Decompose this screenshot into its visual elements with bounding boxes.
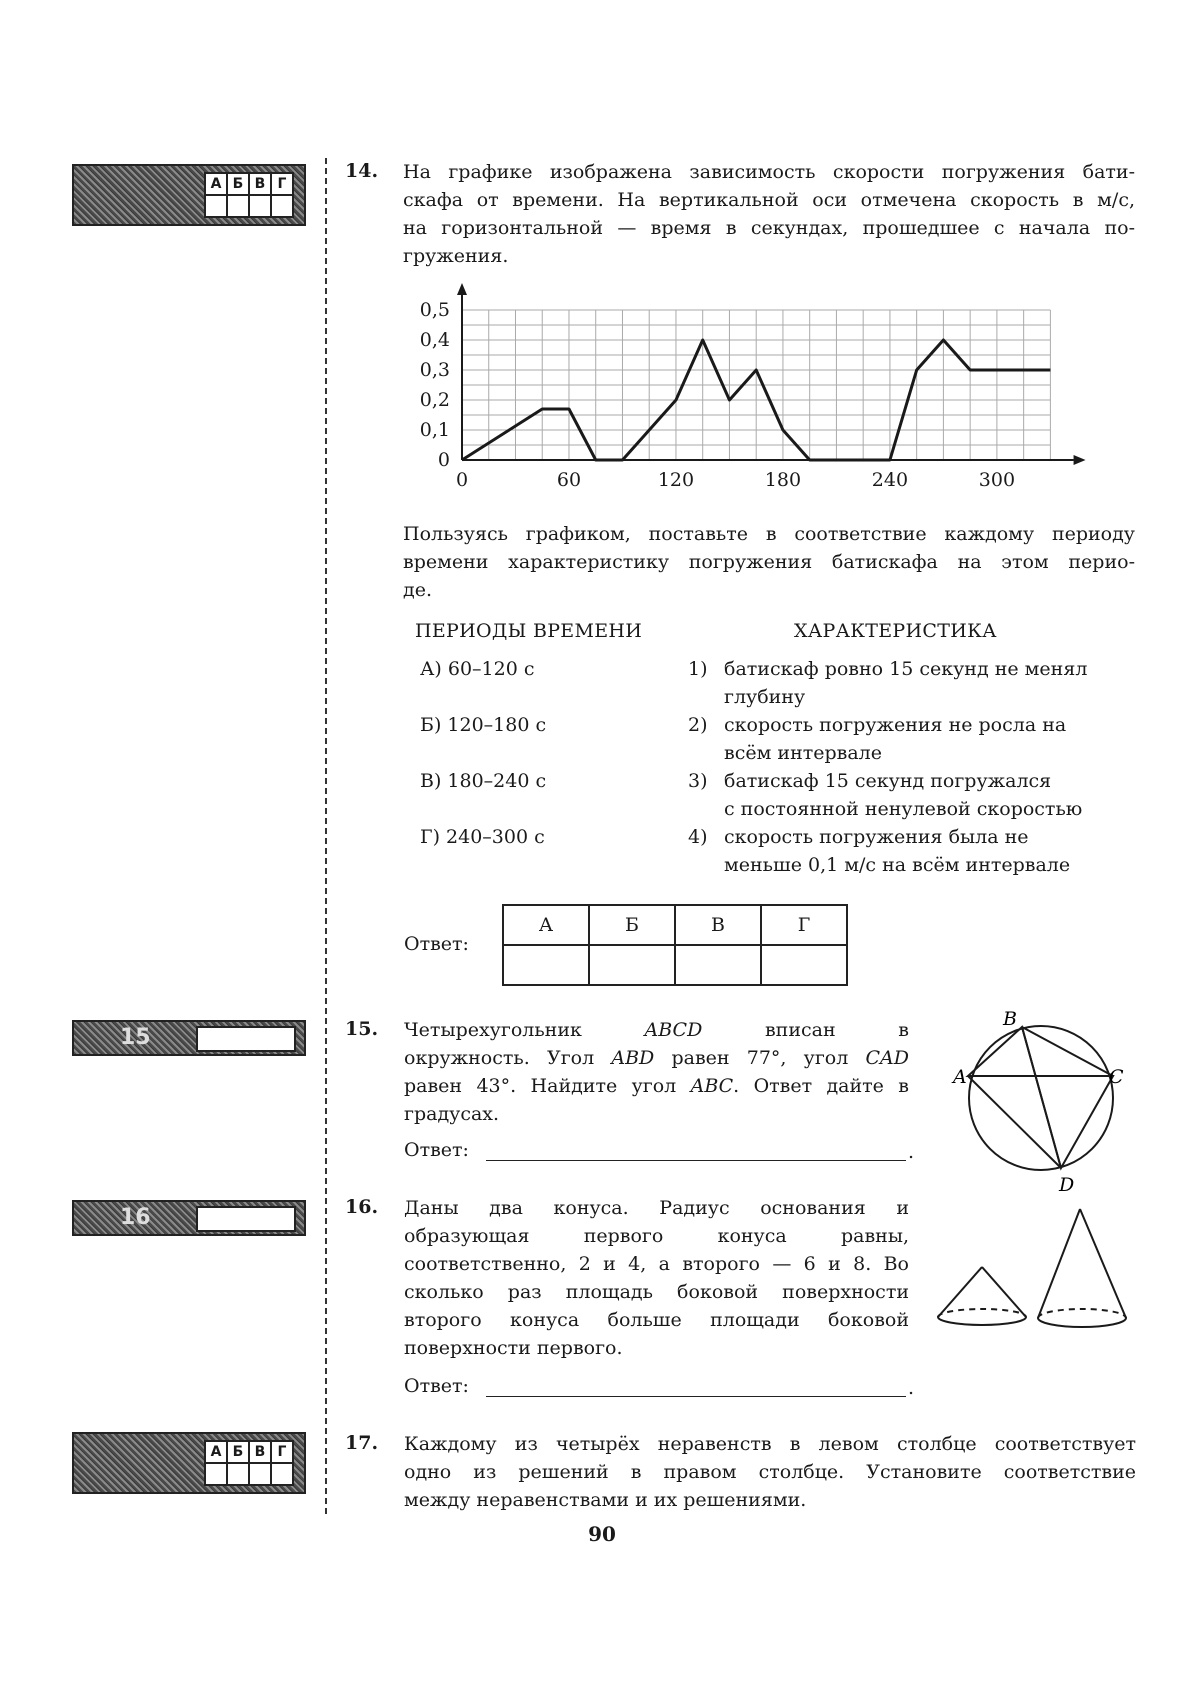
diagonal-bd [1022, 1027, 1061, 1168]
problem-number: 15. [345, 1018, 379, 1040]
vertex-label-a: A [953, 1066, 967, 1088]
y-tick-label: 0,3 [419, 359, 450, 381]
answer-table-cell[interactable] [503, 945, 589, 985]
y-tick-label: 0,4 [419, 329, 450, 351]
abvg-cell[interactable] [272, 196, 292, 216]
answer-box-15 [72, 1020, 306, 1056]
abvg-grid-17: А Б В Г [204, 1440, 294, 1486]
x-tick-label: 300 [978, 469, 1016, 491]
answer-table-head: А [503, 905, 589, 945]
diagonal-ad [968, 1076, 1061, 1168]
period-item: А) 60–120 с [420, 658, 535, 680]
x-tick-label: 120 [657, 469, 695, 491]
problem-16-text: Даны два конуса. Радиус основания и образующая первого конуса равны, соответственно, 2 и 4, а второго — 6 и 8. Во сколько раз площадь боковой поверхности второго конуса больше площади боковой поверхности первого. [404, 1197, 909, 1359]
abvg-cell[interactable] [206, 1464, 226, 1484]
answer-box-17 [72, 1432, 306, 1494]
y-tick-label: 0,2 [419, 389, 450, 411]
answer-line-16[interactable] [486, 1396, 906, 1397]
inscribed-quadrilateral-figure [955, 1005, 1135, 1195]
answer-table-cell[interactable] [761, 945, 847, 985]
problem-14-instruction: Пользуясь графиком, поставьте в соответствие каждому периоду времени характеристику погружения батискафа на этом перио- де. [403, 523, 1135, 601]
cones-figure [930, 1205, 1140, 1340]
problem-15-text: Четырехугольник ABCD вписан в окружность. Угол ABD равен 77°, угол CAD равен 43°. Найдите угол ABC. Ответ дайте в градусах. [404, 1019, 909, 1125]
answer-box-14 [72, 164, 306, 226]
small-cone [938, 1267, 1026, 1325]
characteristic-item: 4) скорость погружения была не меньше 0,1 м/с на всём интервале [688, 826, 1071, 876]
y-tick-label: 0 [437, 449, 450, 471]
answer-label: Ответ: [404, 1375, 469, 1397]
period-item: Г) 240–300 с [420, 826, 545, 848]
characteristic-item: 3) батискаф 15 секунд погружался с постоянной ненулевой скоростью [688, 770, 1083, 820]
answer-table-cell[interactable] [675, 945, 761, 985]
characteristics-heading: ХАРАКТЕРИСТИКА [794, 620, 997, 642]
characteristic-item: 1) батискаф ровно 15 секунд не менял глубину [688, 658, 1088, 708]
side-bc [1022, 1027, 1113, 1076]
answer-table [502, 904, 848, 986]
x-tick-label: 180 [764, 469, 802, 491]
period-item: Б) 120–180 с [420, 714, 547, 736]
problem-number: 17. [345, 1432, 379, 1454]
answer-table-cell[interactable] [589, 945, 675, 985]
answer-label: Ответ: [404, 1139, 469, 1161]
answer-line-15[interactable] [486, 1160, 906, 1161]
abvg-grid-14: А Б В Г [204, 172, 294, 218]
problem-14-text: На графике изображена зависимость скорости погружения бати- скафа от времени. На вертикальной оси отмечена скорость в м/с, на горизонтальной — время в секундах, прошедшее с начала по- гружения. [403, 161, 1135, 267]
answer-cell-16[interactable] [196, 1206, 296, 1232]
problem-number: 14. [345, 160, 379, 182]
large-cone [1038, 1209, 1126, 1327]
period-item: В) 180–240 с [420, 770, 547, 792]
task-number-badge: 16 [120, 1205, 151, 1230]
task-number-badge: 15 [120, 1025, 151, 1050]
problem-number: 16. [345, 1196, 379, 1218]
abvg-cell[interactable] [206, 196, 226, 216]
answer-box-16 [72, 1200, 306, 1236]
page-number: 90 [588, 1522, 616, 1546]
answer-table-head: В [675, 905, 761, 945]
x-axis-arrow [1074, 455, 1086, 465]
y-tick-label: 0,1 [419, 419, 450, 441]
abvg-cell[interactable] [250, 1464, 270, 1484]
answer-table-head: Г [761, 905, 847, 945]
abvg-cell[interactable] [250, 196, 270, 216]
vertex-label-d: D [1059, 1174, 1075, 1196]
chart-tick-labels [420, 299, 1015, 491]
vertex-label-b: B [1003, 1008, 1017, 1030]
x-tick-label: 60 [556, 469, 582, 491]
speed-chart [400, 280, 1100, 510]
cut-line [325, 158, 327, 1514]
characteristic-item: 2) скорость погружения не росла на всём интервале [688, 714, 1067, 764]
vertex-label-c: C [1109, 1066, 1124, 1088]
x-tick-label: 240 [871, 469, 909, 491]
y-axis-arrow [457, 283, 467, 295]
answer-table-head: Б [589, 905, 675, 945]
abvg-cell[interactable] [228, 196, 248, 216]
chart-grid [462, 310, 1050, 460]
periods-heading: ПЕРИОДЫ ВРЕМЕНИ [415, 620, 643, 642]
abvg-cell[interactable] [228, 1464, 248, 1484]
x-tick-label: 0 [455, 469, 469, 491]
y-tick-label: 0,5 [419, 299, 450, 321]
answer-cell-15[interactable] [196, 1026, 296, 1052]
problem-17-text: Каждому из четырёх неравенств в левом столбце соответствует одно из решений в правом столбце. Установите соответствие между неравенствами и их решениями. [404, 1433, 1136, 1511]
answer-label: Ответ: [404, 933, 469, 955]
abvg-cell[interactable] [272, 1464, 292, 1484]
